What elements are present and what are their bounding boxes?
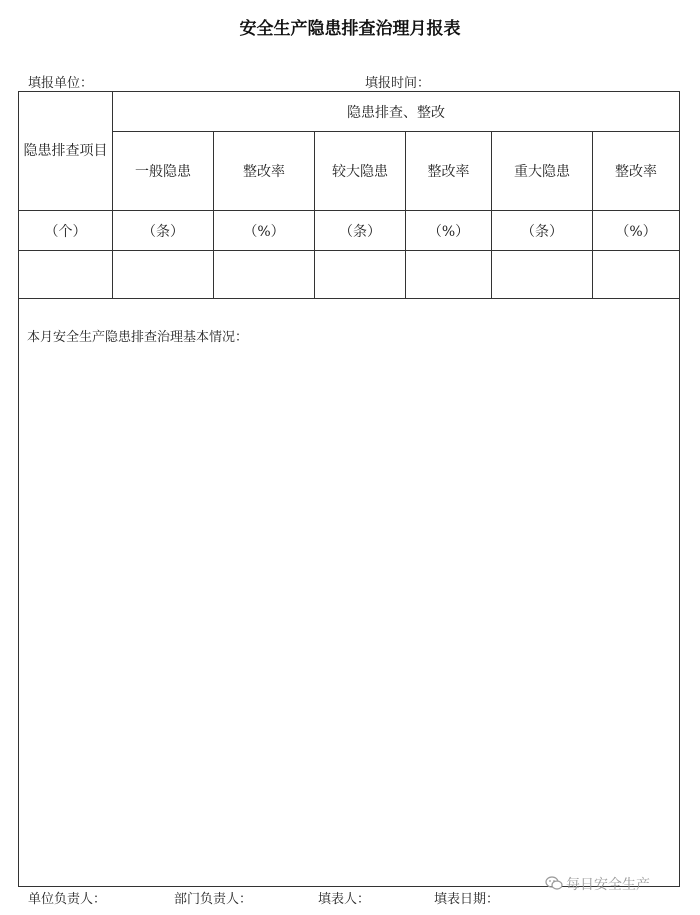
item-header: 隐患排查项目 [23, 143, 108, 159]
value-cell-item[interactable] [19, 251, 113, 299]
value-cell-general-rate[interactable] [214, 251, 315, 299]
watermark-text: 每日安全生产 [566, 877, 650, 893]
value-cell-general[interactable] [113, 251, 214, 299]
column-header: 较大隐患 [315, 132, 406, 211]
fill-unit-label: 填报单位： [28, 76, 94, 91]
unit-cell: （%） [593, 211, 680, 251]
column-header: 整改率 [593, 132, 680, 211]
dept-leader-label: 部门负责人： [174, 892, 253, 907]
column-header: 重大隐患 [492, 132, 593, 211]
summary-label: 本月安全生产隐患排查治理基本情况： [27, 330, 249, 345]
unit-cell: （%） [406, 211, 492, 251]
column-header: 整改率 [214, 132, 315, 211]
fill-date-label: 填表日期： [434, 892, 500, 907]
unit-cell: （%） [214, 211, 315, 251]
report-table [18, 91, 680, 887]
column-header: 一般隐患 [113, 132, 214, 211]
value-cell-major-rate[interactable] [406, 251, 492, 299]
unit-cell: （个） [19, 211, 113, 251]
page-title: 安全生产隐患排查治理月报表 [239, 19, 461, 39]
summary-cell[interactable] [19, 299, 680, 887]
column-header: 整改率 [406, 132, 492, 211]
group-header: 隐患排查、整改 [347, 104, 445, 121]
unit-cell: （条） [113, 211, 214, 251]
value-cell-severe[interactable] [492, 251, 593, 299]
fill-time-label: 填报时间： [365, 76, 431, 91]
value-cell-major[interactable] [315, 251, 406, 299]
value-cell-severe-rate[interactable] [593, 251, 680, 299]
unit-cell: （条） [492, 211, 593, 251]
watermark [545, 874, 650, 895]
group-header-cell [113, 92, 680, 132]
unit-cell: （条） [315, 211, 406, 251]
preparer-label: 填表人： [318, 892, 371, 907]
item-header-cell [19, 92, 113, 211]
wechat-icon [545, 876, 563, 895]
unit-leader-label: 单位负责人： [28, 892, 107, 907]
